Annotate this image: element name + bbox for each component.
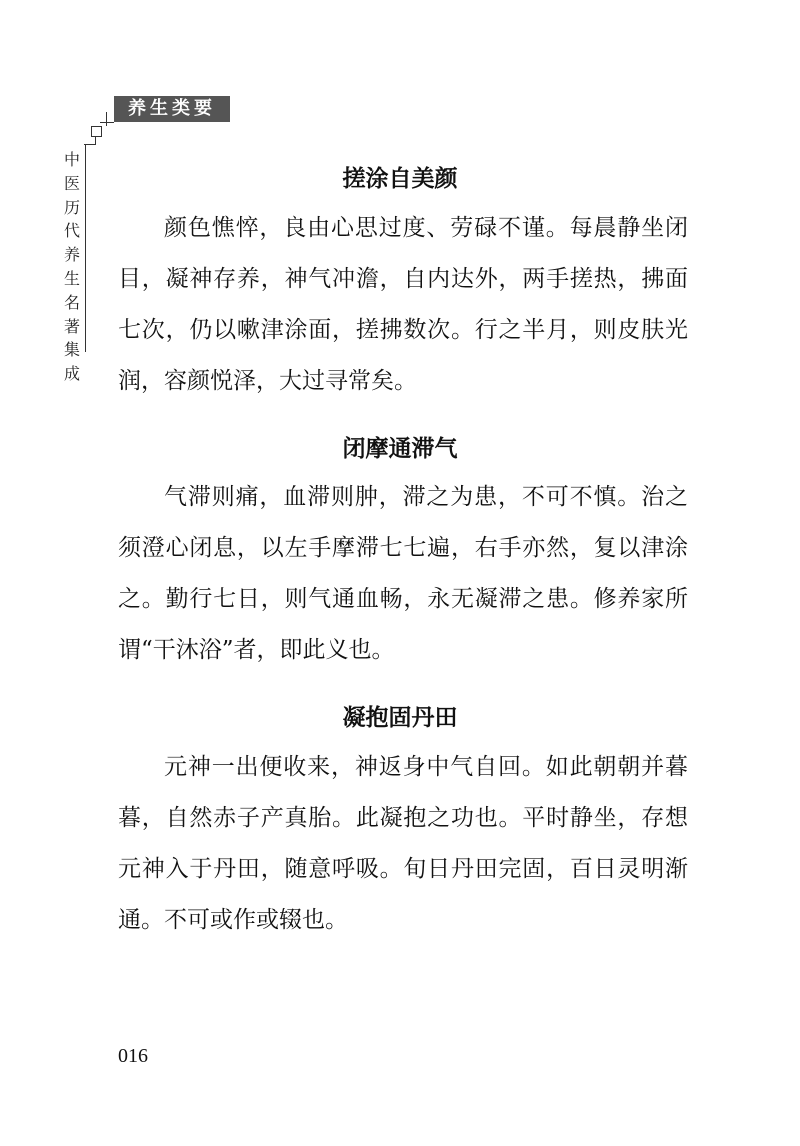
section-paragraph: 元神一出便收来，神返身中气自回。如此朝朝并暮暮，自然赤子产真胎。此凝抱之功也。平时静坐，存想元神入于丹田，随意呼吸。旬日丹田完固，百日灵明渐通。不可或作或辍也。 — [118, 754, 688, 933]
decorative-square-icon — [91, 126, 102, 137]
running-header-tag: 养生类要 — [114, 96, 230, 122]
series-title: 中医历代养生名著集成 — [63, 150, 80, 384]
sidebar-divider-line — [95, 136, 96, 144]
section-title: 闭摩通滞气 — [342, 436, 458, 462]
section-title: 搓涂自美颜 — [342, 166, 458, 192]
section-paragraph: 气滞则痛，血滞则肿，滞之为患，不可不慎。治之须澄心闭息，以左手摩滞七七遍，右手亦然，复以津涂之。勤行七日，则气通血畅，永无凝滞之患。修养家所谓“干沐浴”者，即此义也。 — [118, 484, 688, 663]
section-title: 凝抱固丹田 — [342, 705, 458, 731]
section-paragraph: 颜色憔悴，良由心思过度、劳碌不谨。每晨静坐闭目，凝神存养，神气冲澹，自内达外，两手搓热，拂面七次，仍以嗽津涂面，搓拂数次。行之半月，则皮肤光润，容颜悦泽，大过寻常矣。 — [118, 215, 688, 394]
sidebar-divider-line — [85, 144, 86, 352]
header-divider-line — [106, 112, 107, 126]
page-number: 016 — [118, 1045, 148, 1067]
header-divider-line — [100, 122, 114, 123]
